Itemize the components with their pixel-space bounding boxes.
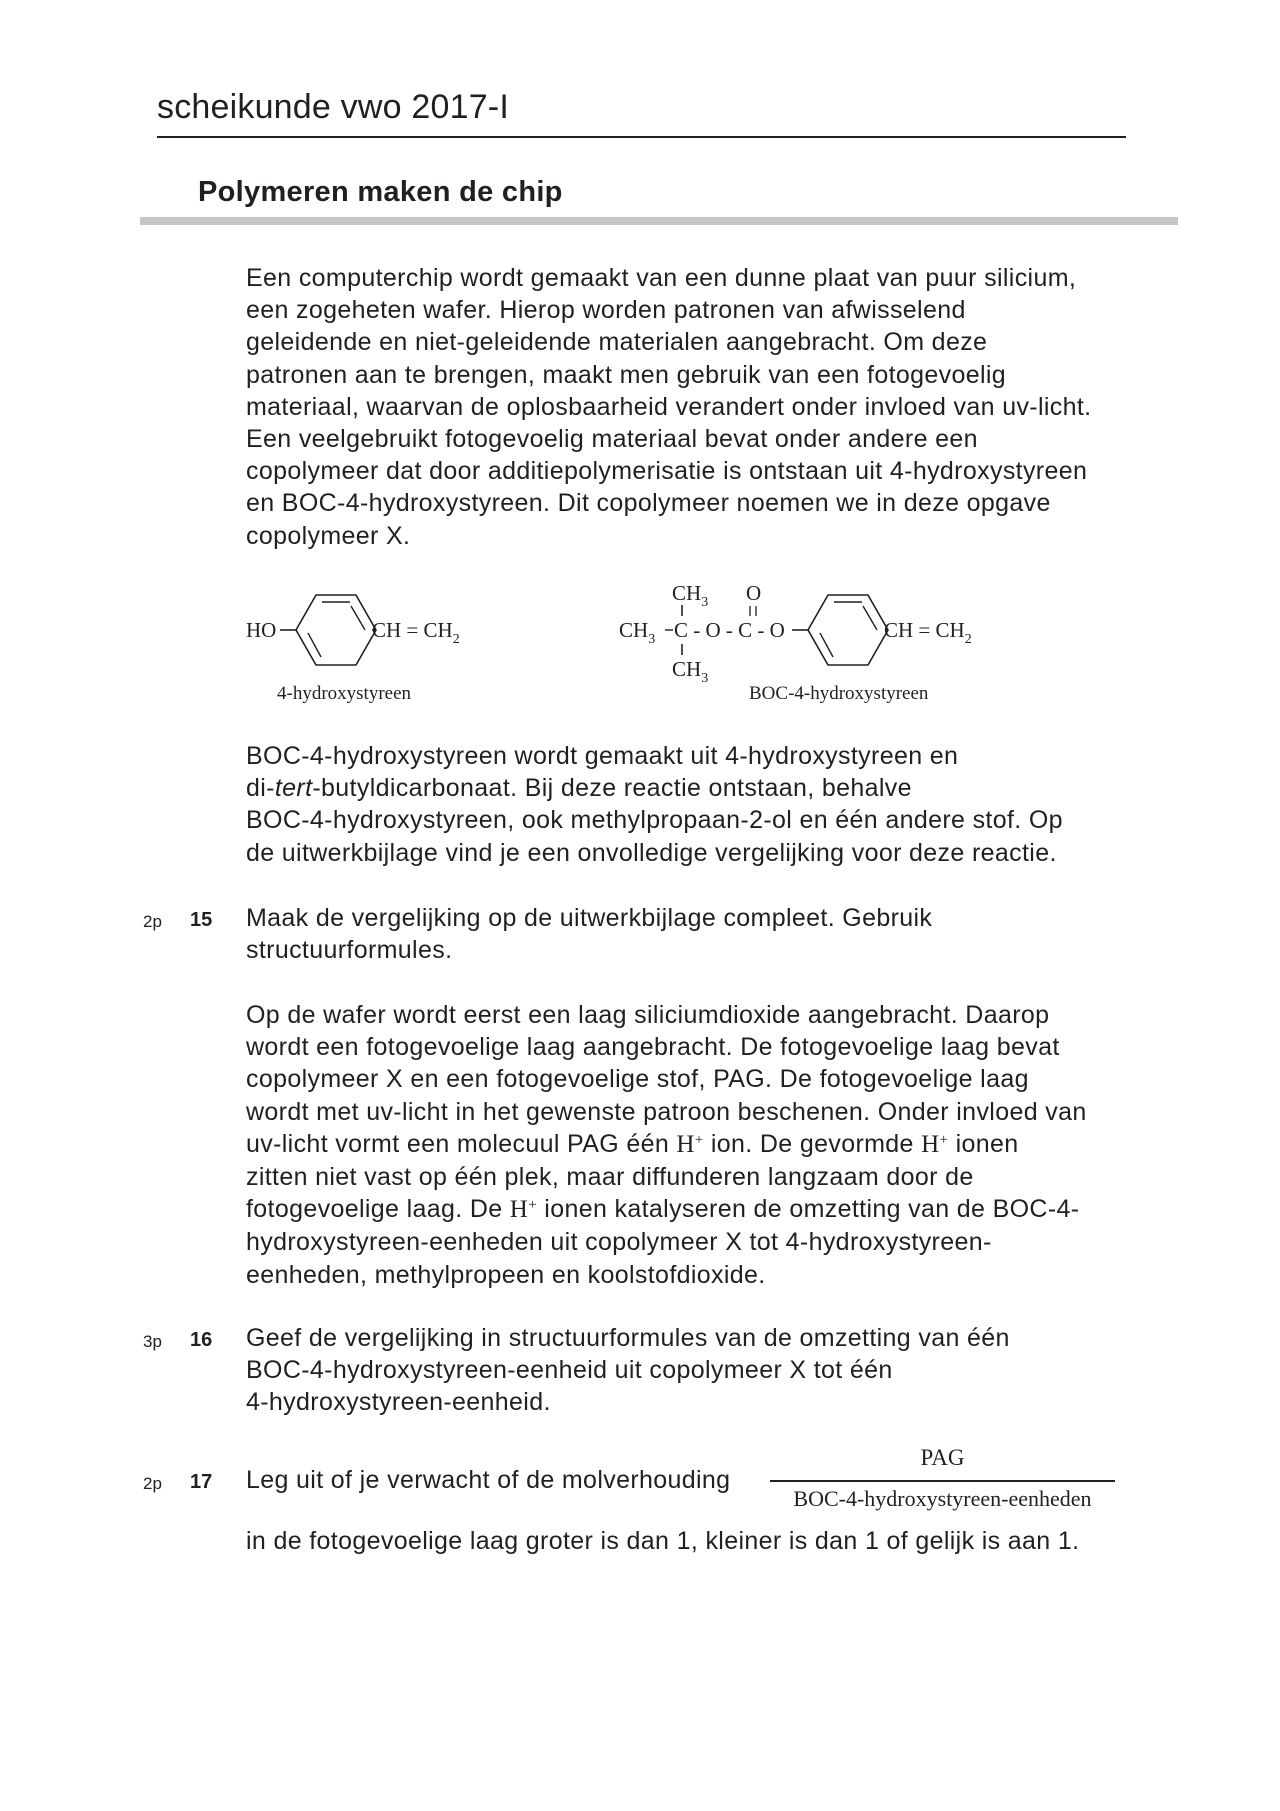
question-17-text: Leg uit of je verwacht of de molverhouding xyxy=(246,1466,731,1494)
question-16-text xyxy=(246,1322,1146,1419)
question-16-number: 16 xyxy=(190,1329,213,1351)
text-line: Een computerchip wordt gemaakt van een dunne plaat van puur silicium, xyxy=(246,264,1077,292)
benzene-ring xyxy=(808,595,888,665)
h-ion: H+ xyxy=(676,1130,704,1158)
methyl-top: CH xyxy=(672,581,702,605)
text-line: hydroxystyreen-eenheden uit copolymeer X tot 4-hydroxystyreen- xyxy=(246,1228,992,1257)
carbonyl-oxygen: O xyxy=(746,581,762,605)
text-line: copolymeer dat door additiepolymerisatie is ontstaan uit 4-hydroxystyreen xyxy=(246,457,1088,486)
text-line: materiaal, waarvan de oplosbaarheid verandert onder invloed van uv-licht. xyxy=(246,392,1092,421)
fraction-numerator: PAG xyxy=(920,1445,965,1470)
question-17-continuation: in de fotogevoelige laag groter is dan 1, kleiner is dan 1 of gelijk is aan 1. xyxy=(246,1527,1080,1555)
svg-text:CH = CH2 xyxy=(884,618,972,647)
structure-4-hydroxystyreen xyxy=(246,595,460,704)
text-line: eenheden, methylpropeen en koolstofdioxide. xyxy=(246,1260,766,1289)
structure-formulas xyxy=(240,578,1020,718)
text-line: fotogevoelige laag. De H+ ionen katalyseren de omzetting van de BOC-4- xyxy=(246,1195,1080,1224)
section-bar xyxy=(140,217,1178,225)
svg-text:CH3 xyxy=(672,657,708,686)
text-line: 4-hydroxystyreen-eenheid. xyxy=(246,1388,551,1417)
text-line: geleidende en niet-geleidende materialen aangebracht. Om deze xyxy=(246,328,988,357)
header-rule xyxy=(157,136,1126,138)
question-15-points: 2p xyxy=(143,912,162,931)
svg-text:CH3 xyxy=(619,618,655,647)
text-line: wordt een fotogevoelige laag aangebracht. De fotogevoelige laag bevat xyxy=(246,1033,1060,1062)
fraction-denominator: BOC-4-hydroxystyreen-eenheden xyxy=(793,1486,1092,1511)
ester-chain: C - O - C - O xyxy=(674,618,785,642)
question-16-points: 3p xyxy=(143,1332,162,1351)
question-17-number: 17 xyxy=(190,1471,213,1493)
text-line: BOC-4-hydroxystyreen wordt gemaakt uit 4-hydroxystyreen en xyxy=(246,742,959,770)
text-line: di-tert-butyldicarbonaat. Bij deze reactie ontstaan, behalve xyxy=(246,774,912,803)
exam-header-title: scheikunde vwo 2017-I xyxy=(157,88,509,126)
methyl-left: CH xyxy=(619,618,649,642)
text-line: structuurformules. xyxy=(246,936,453,965)
vinyl-group: CH = CH xyxy=(884,618,965,642)
text-line: Een veelgebruikt fotogevoelig materiaal bevat onder andere een xyxy=(246,425,978,454)
text-line: en BOC-4-hydroxystyreen. Dit copolymeer noemen we in deze opgave xyxy=(246,489,1051,518)
text-line: BOC-4-hydroxystyreen, ook methylpropaan-2-ol en één andere stof. Op xyxy=(246,806,1063,835)
paragraph-2 xyxy=(246,740,1146,869)
text-line: wordt met uv-licht in het gewenste patroon beschenen. Onder invloed van xyxy=(246,1097,1087,1126)
subscript: 3 xyxy=(648,632,656,647)
h-ion: H+ xyxy=(921,1130,949,1158)
text-line: Geef de vergelijking in structuurformules van de omzetting van één xyxy=(246,1324,1010,1352)
ho-label: HO xyxy=(246,618,277,642)
text-line: copolymeer X. xyxy=(246,521,411,550)
paragraph-3 xyxy=(246,999,1146,1291)
methyl-bottom: CH xyxy=(672,657,702,681)
subscript: 3 xyxy=(701,671,709,686)
text-line: Maak de vergelijking op de uitwerkbijlage compleet. Gebruik xyxy=(246,904,933,932)
caption-boc-4-hydroxystyreen: BOC-4-hydroxystyreen xyxy=(749,683,929,704)
vinyl-group: CH = CH xyxy=(372,618,453,642)
fraction-line xyxy=(770,1480,1115,1482)
text-line: zitten niet vast op één plek, maar diffunderen langzaam door de xyxy=(246,1163,974,1192)
question-17-points: 2p xyxy=(143,1474,162,1493)
svg-text:CH = CH2 xyxy=(372,618,460,647)
text-line: uv-licht vormt een molecuul PAG één H+ ion. De gevormde H+ ionen xyxy=(246,1129,1019,1158)
question-15-number: 15 xyxy=(190,909,213,931)
benzene-ring xyxy=(296,595,376,665)
intro-paragraph xyxy=(246,262,1146,552)
svg-text:CH3 xyxy=(672,581,708,610)
subscript: 3 xyxy=(701,595,709,610)
section-title: Polymeren maken de chip xyxy=(198,176,563,208)
text-line: patronen aan te brengen, maakt men gebruik van een fotogevoelig xyxy=(246,360,1007,389)
text-line: BOC-4-hydroxystyreen-eenheid uit copolymeer X tot één xyxy=(246,1356,893,1385)
h-ion: H+ xyxy=(509,1196,538,1224)
text-line: Op de wafer wordt eerst een laag siliciumdioxide aangebracht. Daarop xyxy=(246,1001,1050,1029)
question-15-text xyxy=(246,902,1146,966)
structure-boc-4-hydroxystyreen xyxy=(619,581,972,704)
subscript: 2 xyxy=(452,632,460,647)
text-line: een zogeheten wafer. Hierop worden patronen van afwisselend xyxy=(246,296,966,325)
caption-4-hydroxystyreen: 4-hydroxystyreen xyxy=(277,683,412,704)
subscript: 2 xyxy=(964,632,972,647)
text-line: copolymeer X en een fotogevoelige stof, PAG. De fotogevoelige laag xyxy=(246,1065,1029,1094)
text-line: de uitwerkbijlage vind je een onvolledige vergelijking voor deze reactie. xyxy=(246,838,1057,867)
italic-tert: tert xyxy=(274,774,313,803)
